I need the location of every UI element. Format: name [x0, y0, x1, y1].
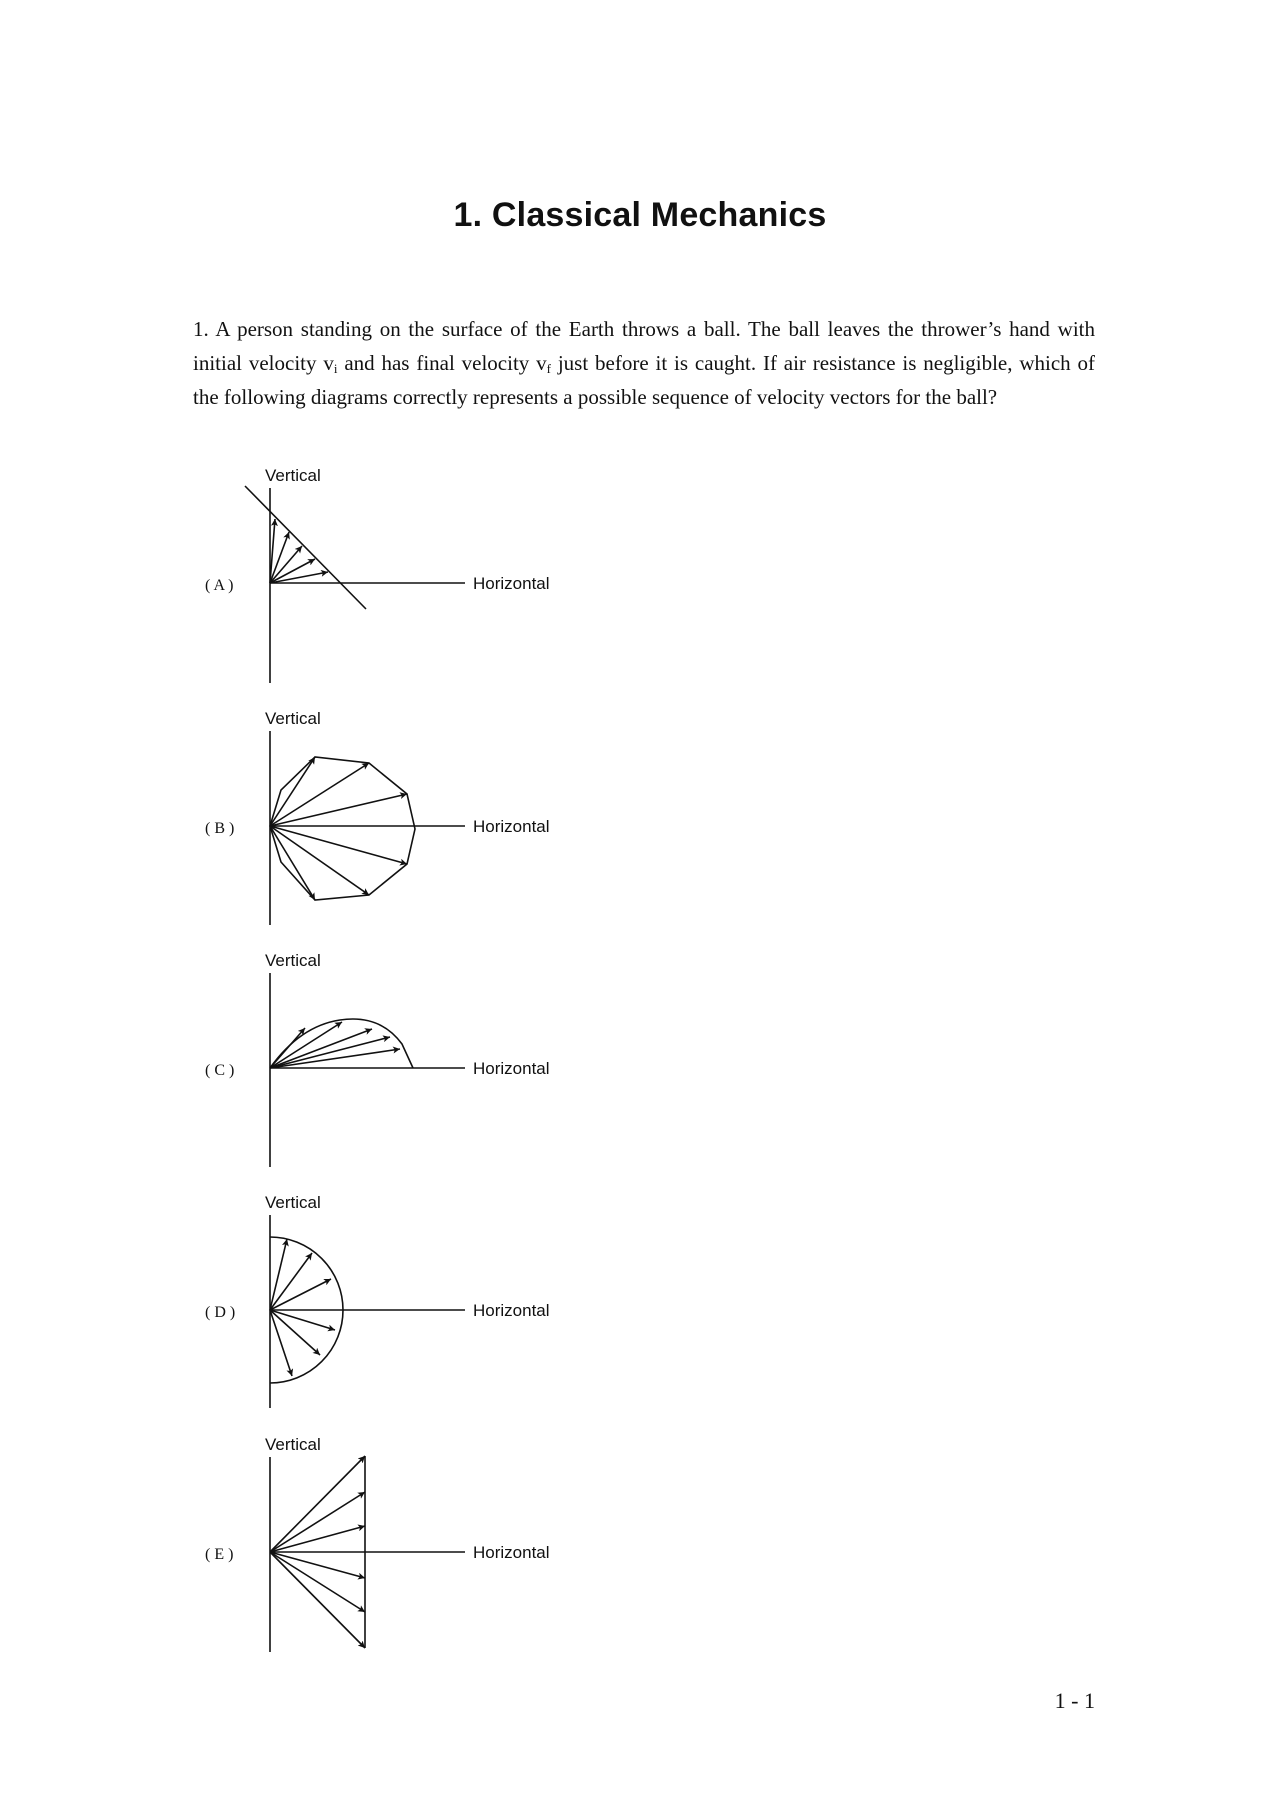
option-d-horizontal-label: Horizontal	[473, 1301, 550, 1320]
option-d-vector	[270, 1310, 335, 1330]
option-a-horizontal-label: Horizontal	[473, 574, 550, 593]
option-b-vertical-label: Vertical	[265, 709, 321, 728]
option-e-vector	[270, 1552, 365, 1578]
question-text-part-2: and has final velocity v	[337, 351, 547, 375]
option-c-horizontal-label: Horizontal	[473, 1059, 550, 1078]
option-d-vector	[270, 1279, 331, 1310]
option-a-diagram	[205, 466, 550, 683]
option-e-label: ( E )	[205, 1546, 234, 1563]
option-b-vector	[270, 826, 369, 895]
option-e-vector	[270, 1552, 365, 1612]
subscript-f: f	[546, 361, 551, 376]
option-b-vector	[270, 757, 315, 826]
option-b-vector	[270, 763, 369, 826]
option-e-vector	[270, 1552, 365, 1648]
option-c-label: ( C )	[205, 1062, 235, 1079]
option-a-diagonal-line	[245, 486, 366, 609]
subscript-i: i	[333, 361, 338, 376]
option-e-vector	[270, 1492, 365, 1552]
option-e-diagram	[205, 1435, 550, 1652]
option-a-vertical-label: Vertical	[265, 466, 321, 485]
option-b-vector	[270, 794, 407, 826]
option-d-label: ( D )	[205, 1304, 236, 1321]
option-e-vector	[270, 1526, 365, 1552]
page-number: 1 - 1	[1054, 1688, 1095, 1713]
option-b-label: ( B )	[205, 820, 235, 837]
option-e-vector	[270, 1456, 365, 1552]
option-e-vertical-label: Vertical	[265, 1435, 321, 1454]
option-e-horizontal-label: Horizontal	[473, 1543, 550, 1562]
question-text-part-3: just before it is caught. If air resistance is negligible, which of the following diagrams correctly represents a possible sequence of velocity vectors for the ball?	[193, 351, 1096, 409]
option-c-diagram	[205, 951, 550, 1167]
option-d-diagram	[205, 1193, 550, 1408]
option-c-vertical-label: Vertical	[265, 951, 321, 970]
option-a-label: ( A )	[205, 577, 234, 594]
option-b-circle-outline	[270, 757, 415, 900]
option-b-diagram	[205, 709, 550, 925]
option-d-vertical-label: Vertical	[265, 1193, 321, 1212]
option-b-horizontal-label: Horizontal	[473, 817, 550, 836]
question-text-part-1: 1. A person standing on the surface of the Earth throws a ball. The ball leaves the thrower’s hand with initial velocity v	[193, 317, 1095, 375]
page-title: 1. Classical Mechanics	[453, 196, 827, 234]
